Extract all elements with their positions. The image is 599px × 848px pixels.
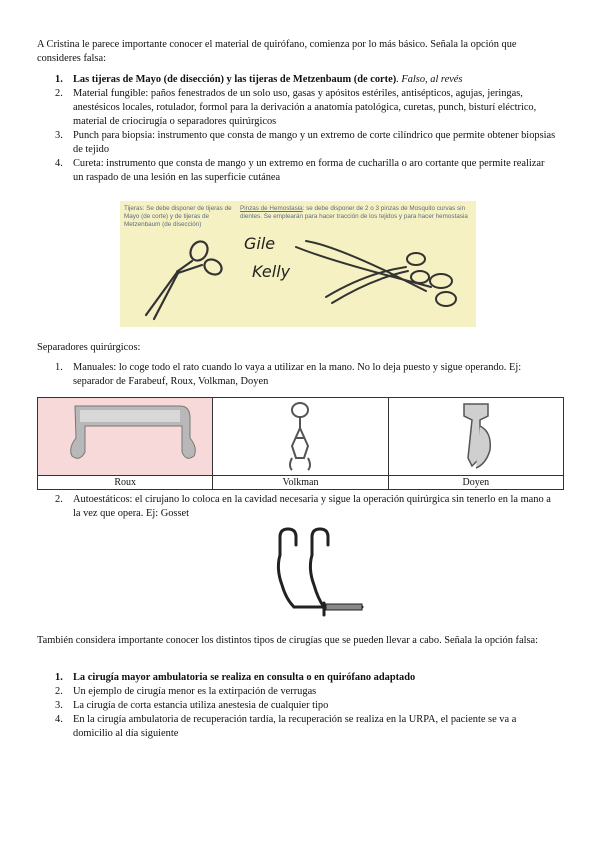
option-number: 3.: [55, 700, 63, 711]
separators-label-row: [38, 476, 564, 490]
item-text: Manuales: lo coge todo el rato cuando lo vaya a utilizar en la mano. No lo deja puesto y sigue operando. Ej: separador de Farabeuf, Roux, Volkman, Doyen: [73, 362, 522, 387]
item-number: 2.: [55, 494, 63, 505]
gosset-retractor-icon: [266, 525, 370, 621]
question-2-option-2: [37, 685, 557, 699]
item-number: 1.: [55, 362, 63, 373]
question-1-option-3: [37, 129, 557, 157]
separators-image-row: [38, 398, 564, 476]
roux-image-cell: [38, 398, 213, 476]
separators-item-1: [37, 361, 557, 389]
question-1-option-1: [37, 73, 557, 87]
volkman-image-cell: [213, 398, 388, 476]
question-1-option-4: [37, 157, 557, 185]
option-text: Cureta: instrumento que consta de mango y un extremo en forma de cucharilla o aro cortante que permite realizar un raspado de una lesión en las superficie cutánea: [73, 158, 545, 183]
question-1-options: [37, 73, 557, 185]
separators-list-2: [37, 493, 557, 521]
question-2-intro: También considera importante conocer los distintos tipos de cirugías que se pueden llevar a cabo. Señala la opción falsa:: [37, 635, 539, 646]
separators-item-2: [37, 493, 557, 521]
forceps-icon: [236, 201, 476, 327]
doyen-retractor-icon: [446, 398, 506, 474]
option-number: 1.: [55, 672, 63, 683]
forceps-caption-title: Pinzas de Hemostasia: [240, 205, 303, 212]
item-text: Autoestáticos: el cirujano lo coloca en la cavidad necesaria y sigue la operación quirúrgica sin tenerlo en la mano a la vez que opera. Ej: Gosset: [73, 494, 551, 519]
option-number: 2.: [55, 88, 63, 99]
question-2-option-1: [37, 671, 557, 685]
option-number: 2.: [55, 686, 63, 697]
forceps-panel: [236, 201, 476, 327]
option-text: En la cirugía ambulatoria de recuperación tardía, la recuperación se realiza en la URPA, el paciente se va a domicilio al día siguiente: [73, 714, 517, 739]
scissors-panel: [120, 201, 236, 327]
surgical-instruments-figure: [120, 201, 476, 327]
forceps-caption-text: : se debe disponer de 2 o 3 pinzas de Mosquito curvas sin dientes. Se emplearán para hacer tracción de los tejidos y para hacer hemostasia: [240, 205, 468, 220]
handwritten-note-1: Gile: [244, 234, 276, 253]
question-2-option-3: [37, 699, 557, 713]
option-number: 3.: [55, 130, 63, 141]
table-label: Volkman: [213, 476, 388, 490]
option-text: La cirugía de corta estancia utiliza anestesia de cualquier tipo: [73, 700, 329, 711]
option-number: 4.: [55, 158, 63, 169]
handwritten-note-2: Kelly: [252, 262, 291, 281]
option-note: . Falso, al revés: [396, 74, 463, 85]
table-label: Roux: [38, 476, 213, 490]
table-label: Doyen: [388, 476, 563, 490]
question-2-option-4: [37, 713, 557, 741]
roux-retractor-icon: [40, 398, 210, 474]
option-number: 4.: [55, 714, 63, 725]
separators-list-1: [37, 361, 557, 389]
option-text: La cirugía mayor ambulatoria se realiza en consulta o en quirófano adaptado: [73, 672, 416, 683]
question-2-options: [37, 671, 557, 741]
option-text: Punch para biopsia: instrumento que consta de mango y un extremo de corte cilíndrico que permite obtener biopsias de tejido: [73, 130, 556, 155]
question-1-option-2: [37, 87, 557, 129]
option-text: Material fungible: paños fenestrados de un solo uso, gasas y apósitos estériles, antisépticos, agujas, jeringas, anestésicos locales, rotulador, formol para la derivación a anatomía patológica, curetas, punch, bisturí eléctrico, material de criocirugía o separadores quirúrgicos: [73, 88, 537, 127]
option-text: Un ejemplo de cirugía menor es la extirpación de verrugas: [73, 686, 317, 697]
option-number: 1.: [55, 74, 63, 85]
separators-table: [37, 397, 564, 490]
scissors-caption: Tijeras: Se debe disponer de tijeras de Mayo (de corte) y de tijeras de Metzenbaum (de disección): [124, 205, 232, 228]
scissors-icon: [120, 201, 236, 327]
separators-heading: Separadores quirúrgicos:: [37, 342, 141, 353]
option-text: Las tijeras de Mayo (de disección) y las tijeras de Metzenbaum (de corte): [73, 74, 397, 85]
question-1-intro: A Cristina le parece importante conocer el material de quirófano, comienza por lo más básico. Señala la opción que consideres falsa:: [37, 39, 517, 64]
volkman-retractor-icon: [270, 398, 330, 474]
doyen-image-cell: [388, 398, 563, 476]
